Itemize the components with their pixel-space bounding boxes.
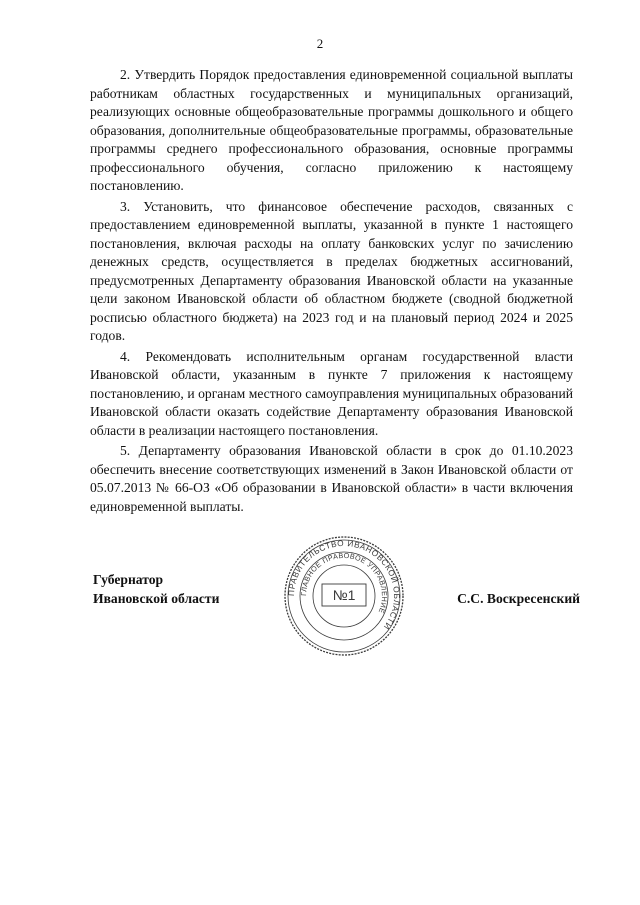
signatory-name: С.С. Воскресенский (457, 591, 580, 606)
signatory-title (93, 570, 293, 608)
signatory-title-line2: Ивановской области (93, 591, 220, 606)
paragraph-4: 4. Рекомендовать исполнительным органам государственной власти Ивановской области, указанным в пункте 7 приложения к настоящему постановлению, и органам местного самоуправления муниципальных образований Ивановской области оказать содействие Департаменту образования Ивановской области в реализации настоящего постановления. (90, 348, 573, 438)
official-seal (282, 534, 406, 658)
signature-block (0, 538, 640, 670)
seal-graphic (282, 534, 406, 658)
paragraph-5: 5. Департаменту образования Ивановской области в срок до 01.10.2023 обеспечить внесение соответствующих изменений в Закон Ивановской области от 05.07.2013 № 66-ОЗ «Об образовании в Ивановской области» в части включения единовременной выплаты. (90, 443, 573, 514)
signatory-title-line1: Губернатор (93, 572, 164, 587)
paragraph-3: 3. Установить, что финансовое обеспечение расходов, связанных с предоставлением единовременной выплаты, указанной в пункте 1 настоящего постановления, включая расходы на оплату банковских услуг по зачислению денежных средств, осуществляется в пределах бюджетных ассигнований, предусмотренных Департаменту образования Ивановской области на указанные цели законом Ивановской области об областном бюджете (сводной бюджетной росписью областного бюджета) на 2023 год и на плановый период 2024 и 2025 годов. (90, 198, 573, 343)
paragraph-2: 2. Утвердить Порядок предоставления единовременной социальной выплаты работникам областных государственных и муниципальных организаций, реализующих основные общеобразовательные программы дошкольного и общего образования, дополнительные общеобразовательные программы, образовательные программы среднего профессионального образования, основные программы профессионального обучения, согласно приложению к настоящему постановлению. (90, 67, 573, 193)
svg-text:ПРАВИТЕЛЬСТВО ИВАНОВСКОЙ ОБЛАС: ПРАВИТЕЛЬСТВО ИВАНОВСКОЙ ОБЛАСТИ (286, 538, 402, 632)
document-body (90, 66, 573, 518)
svg-text:№1: №1 (332, 587, 356, 603)
page-number: 2 (316, 36, 324, 51)
svg-text:ГЛАВНОЕ ПРАВОВОЕ УПРАВЛЕНИЕ: ГЛАВНОЕ ПРАВОВОЕ УПРАВЛЕНИЕ (298, 550, 390, 615)
